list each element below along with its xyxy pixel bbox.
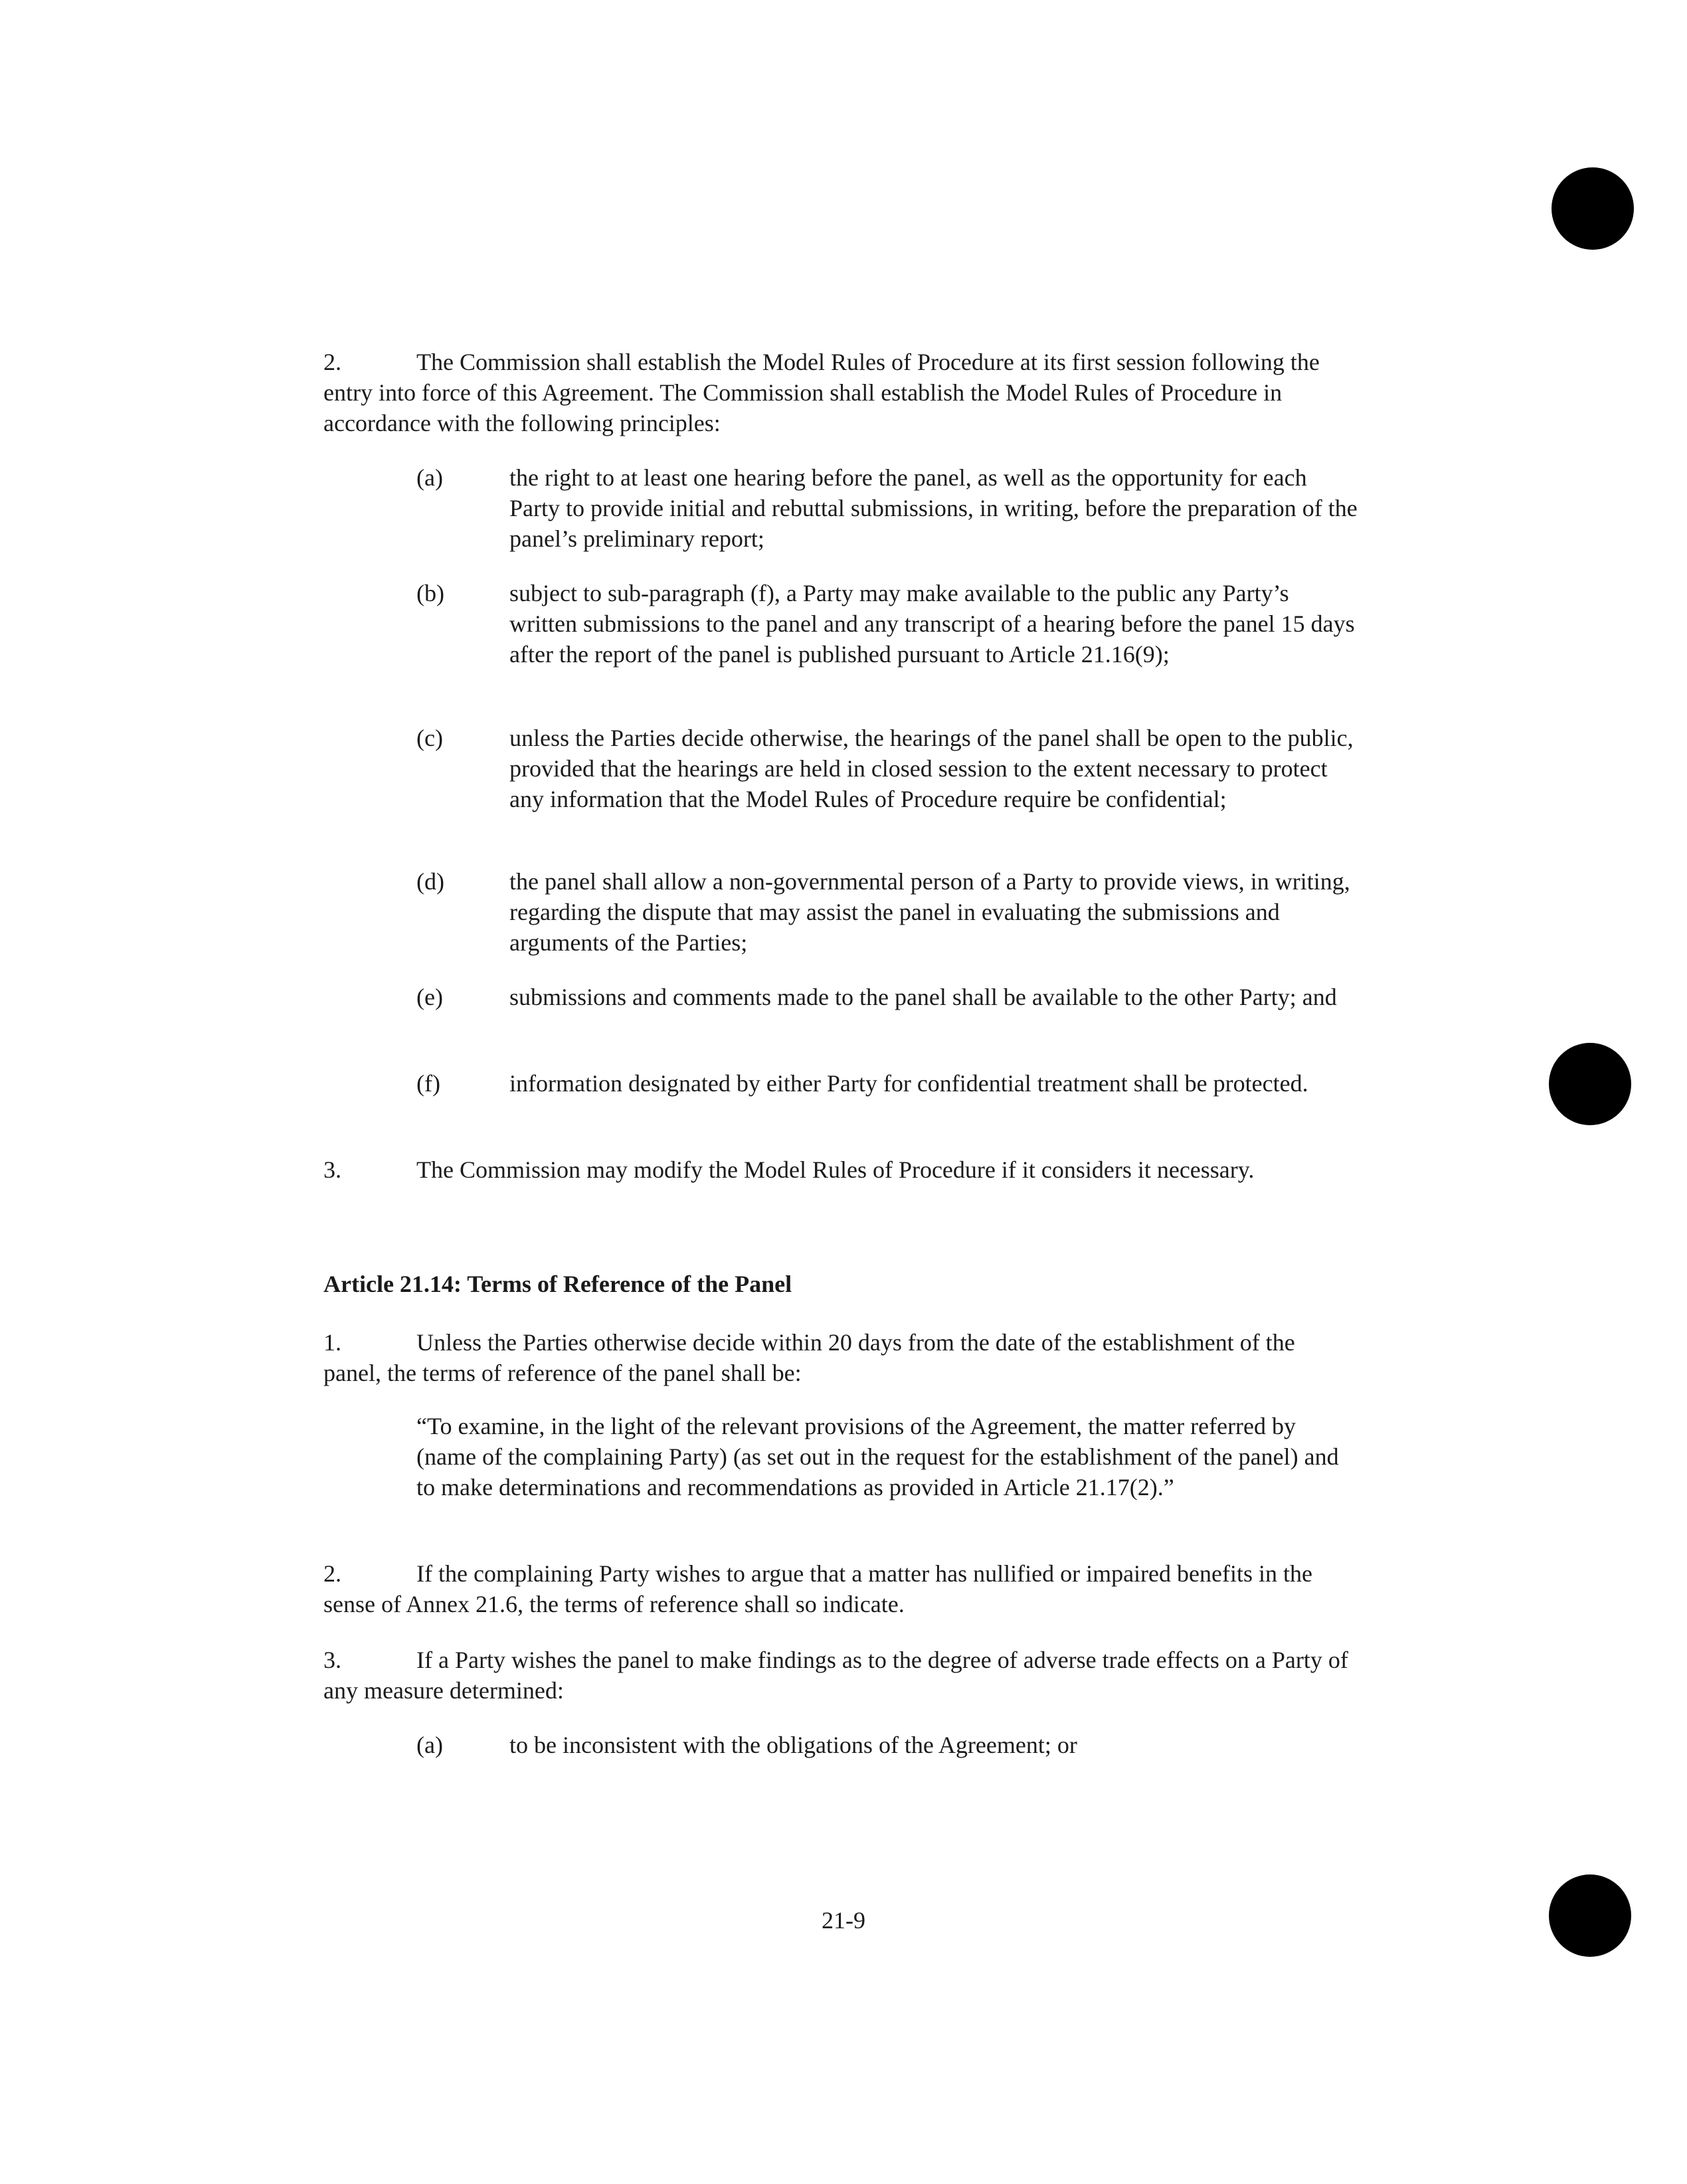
paragraph-number: 2.	[323, 349, 341, 375]
item-label: (e)	[416, 984, 443, 1010]
paragraph-text: If a Party wishes the panel to make findings as to the degree of adverse trade effects on a Party of any measure determined:	[323, 1647, 1348, 1704]
item-text: to be inconsistent with the obligations of the Agreement; or	[509, 1732, 1077, 1758]
paragraph-text: The Commission may modify the Model Rules of Procedure if it considers it necessary.	[416, 1156, 1255, 1183]
item-text: information designated by either Party for confidential treatment shall be protected.	[509, 1070, 1308, 1097]
punch-hole-top	[1552, 167, 1634, 250]
page-number: 21-9	[822, 1907, 865, 1934]
article-paragraph-3	[323, 1645, 1353, 1706]
paragraph-text: The Commission shall establish the Model Rules of Procedure at its first session following the entry into force of this Agreement. The Commission shall establish the Model Rules of Procedure in accordance with the following principles:	[323, 349, 1320, 436]
punch-hole-middle	[1549, 1043, 1631, 1125]
item-text: the right to at least one hearing before the panel, as well as the opportunity for each Party to provide initial and rebuttal submissions, in writing, before the preparation of the panel’s preliminary report;	[509, 464, 1358, 552]
item-label: (a)	[416, 464, 443, 491]
article-paragraph-2	[323, 1558, 1353, 1619]
paragraph-2	[323, 347, 1353, 438]
paragraph-number: 3.	[323, 1156, 341, 1183]
article-paragraph-1	[323, 1327, 1353, 1388]
item-label: (a)	[416, 1732, 443, 1758]
terms-of-reference-quote: “To examine, in the light of the relevant provisions of the Agreement, the matter referred by (name of the complaining Party) (as set out in the request for the establishment of the panel) and to make determinations and recommendations as provided in Article 21.17(2).”	[416, 1413, 1339, 1501]
item-text: submissions and comments made to the panel shall be available to the other Party; and	[509, 984, 1337, 1010]
item-text: subject to sub-paragraph (f), a Party may make available to the public any Party’s written submissions to the panel and any transcript of a hearing before the panel 15 days after the report of the panel is published pursuant to Article 21.16(9);	[509, 580, 1355, 668]
item-text: the panel shall allow a non-governmental person of a Party to provide views, in writing, regarding the dispute that may assist the panel in evaluating the submissions and arguments of the Parties;	[509, 868, 1350, 956]
paragraph-text: Unless the Parties otherwise decide within 20 days from the date of the establishment of the panel, the terms of reference of the panel shall be:	[323, 1329, 1295, 1386]
paragraph-3	[323, 1154, 1353, 1185]
article-heading: Article 21.14: Terms of Reference of the Panel	[323, 1271, 792, 1297]
item-label: (c)	[416, 725, 443, 751]
item-label: (f)	[416, 1070, 440, 1097]
paragraph-text: If the complaining Party wishes to argue that a matter has nullified or impaired benefits in the sense of Annex 21.6, the terms of reference shall so indicate.	[323, 1560, 1312, 1617]
paragraph-number: 1.	[323, 1329, 341, 1356]
item-label: (b)	[416, 580, 444, 606]
punch-hole-bottom	[1549, 1874, 1631, 1957]
paragraph-number: 2.	[323, 1560, 341, 1587]
item-label: (d)	[416, 868, 444, 895]
item-text: unless the Parties decide otherwise, the hearings of the panel shall be open to the public, provided that the hearings are held in closed session to the extent necessary to protect any information that the Model Rules of Procedure require be confidential;	[509, 725, 1354, 812]
paragraph-number: 3.	[323, 1647, 341, 1673]
